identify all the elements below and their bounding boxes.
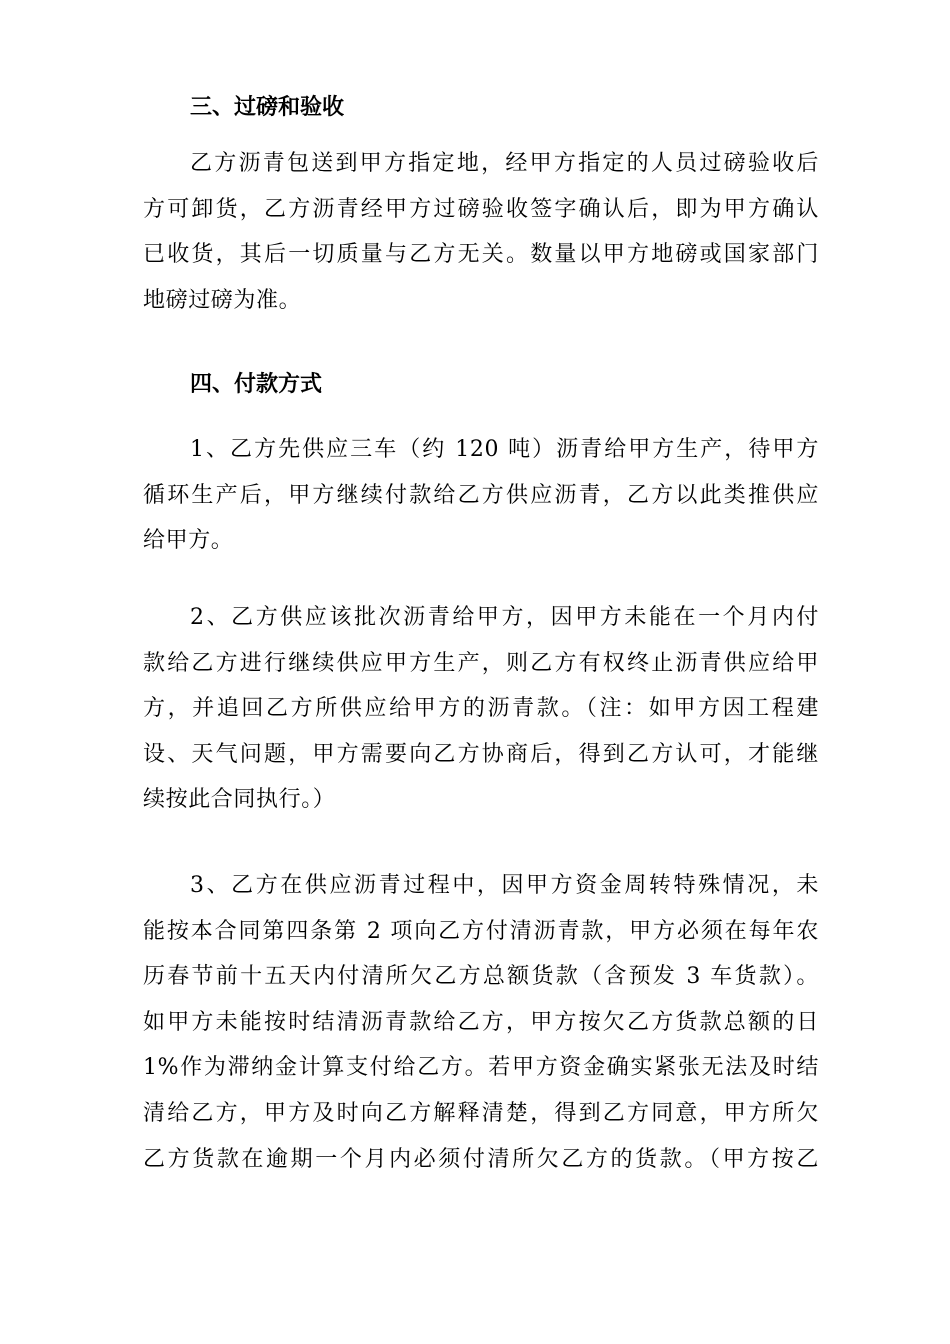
text-line: 清给乙方，甲方及时向乙方解释清楚，得到乙方同意，甲方所欠 [143, 1100, 819, 1126]
paragraph-payment-item-1 [143, 427, 819, 564]
text-line: 设、天气问题，甲方需要向乙方协商后，得到乙方认可，才能继 [143, 741, 819, 767]
paragraph-payment-item-2 [143, 595, 819, 823]
text-line: 能按本合同第四条第 2 项向乙方付清沥青款，甲方必须在每年农 [143, 918, 819, 944]
text-line: 1%作为滞纳金计算支付给乙方。若甲方资金确实紧张无法及时结 [143, 1055, 819, 1081]
text-line: 2、乙方供应该批次沥青给甲方，因甲方未能在一个月内付 [190, 605, 819, 630]
text-line: 已收货，其后一切质量与乙方无关。数量以甲方地磅或国家部门 [143, 242, 819, 268]
text-line: 乙方货款在逾期一个月内必须付清所欠乙方的货款。（甲方按乙 [143, 1146, 819, 1172]
text-line: 地磅过磅为准。 [143, 287, 302, 313]
section-heading-payment: 四、付款方式 [190, 371, 323, 397]
text-line: 款给乙方进行继续供应甲方生产，则乙方有权终止沥青供应给甲 [143, 650, 819, 676]
text-line: 乙方沥青包送到甲方指定地，经甲方指定的人员过磅验收后 [190, 151, 819, 176]
text-line: 历春节前十五天内付清所欠乙方总额货款（含预发 3 车货款）。 [143, 964, 819, 990]
text-line: 方，并追回乙方所供应给甲方的沥青款。（注：如甲方因工程建 [143, 696, 819, 722]
text-line: 循环生产后，甲方继续付款给乙方供应沥青，乙方以此类推供应 [143, 482, 819, 508]
text-line: 1、乙方先供应三车（约 120 吨）沥青给甲方生产，待甲方 [190, 437, 819, 462]
text-line: 给甲方。 [143, 528, 234, 554]
text-line: 方可卸货，乙方沥青经甲方过磅验收签字确认后，即为甲方确认 [143, 196, 819, 222]
paragraph-payment-item-3 [143, 863, 819, 1182]
text-line: 3、乙方在供应沥青过程中，因甲方资金周转特殊情况，未 [190, 873, 819, 898]
paragraph-weighing [143, 141, 819, 323]
section-heading-weighing: 三、过磅和验收 [190, 94, 345, 120]
text-line: 如甲方未能按时结清沥青款给乙方，甲方按欠乙方货款总额的日 [143, 1009, 819, 1035]
text-line: 续按此合同执行。） [143, 787, 336, 813]
